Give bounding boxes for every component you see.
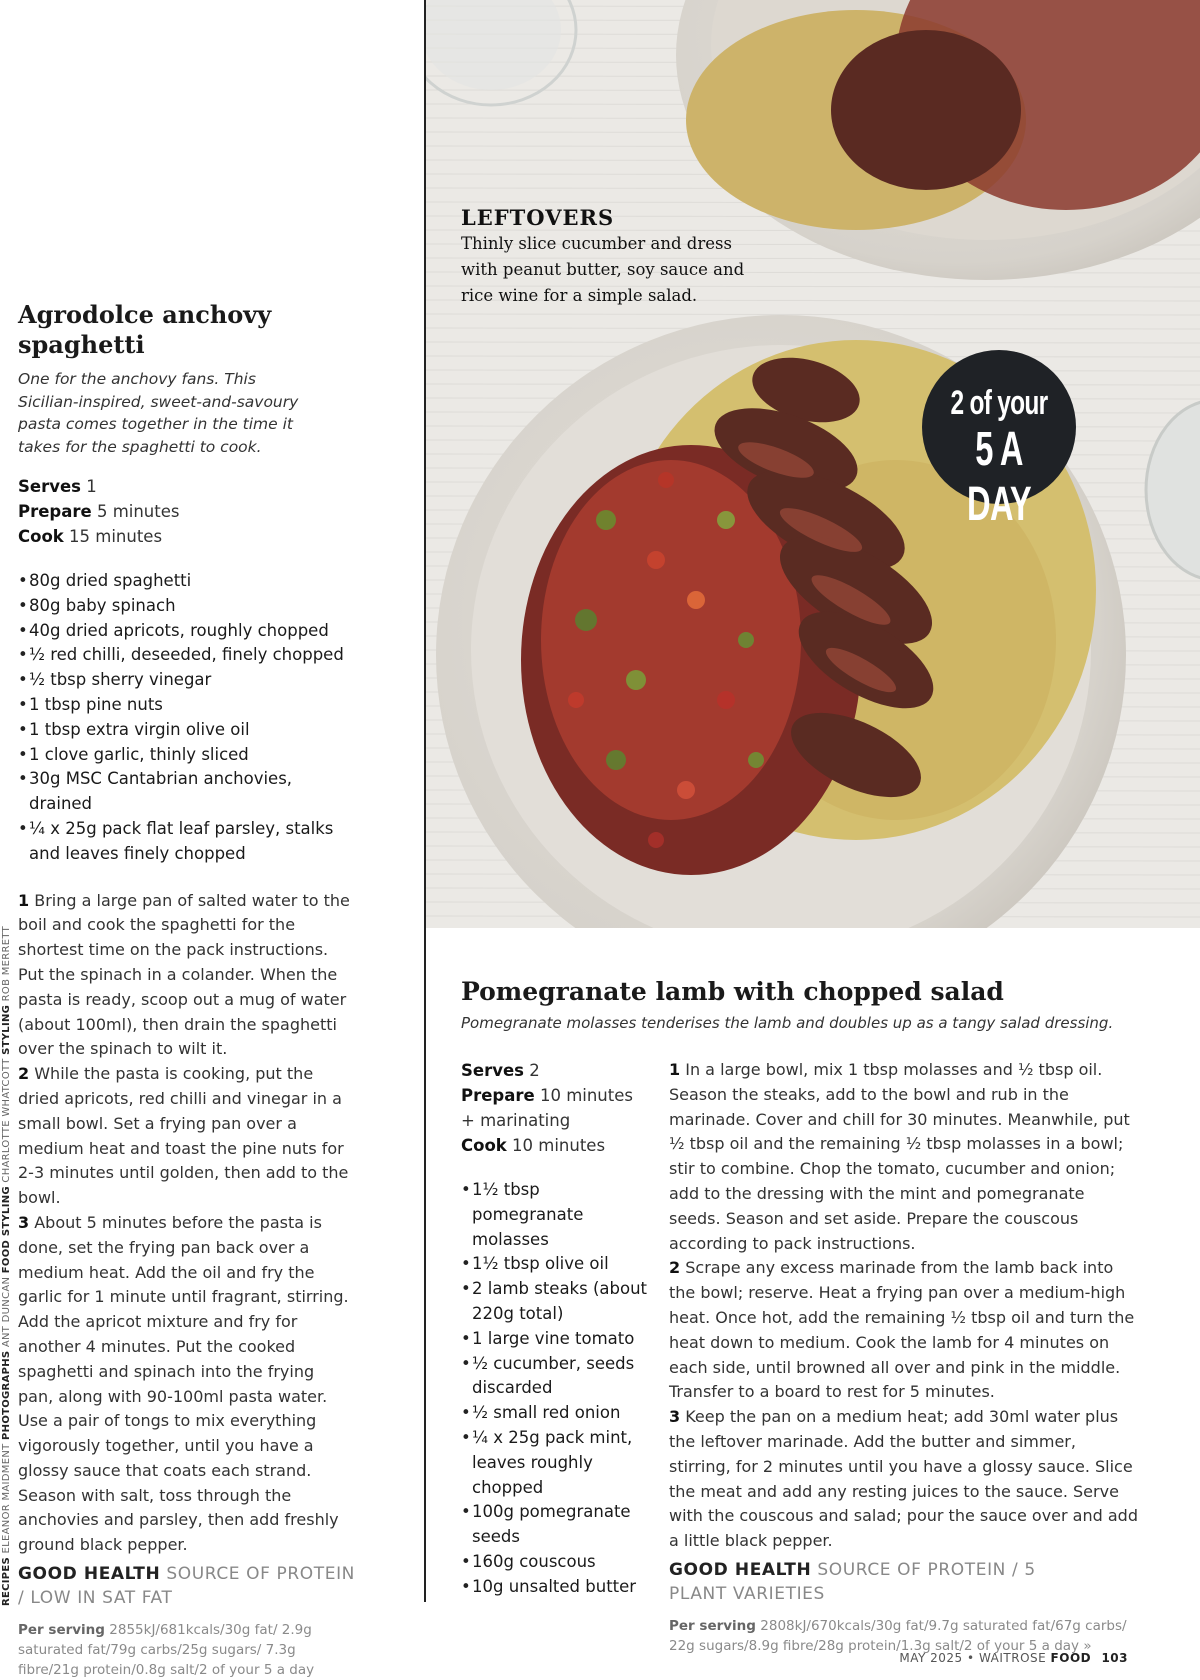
recipe1-intro: One for the anchovy fans. This Sicilian-inspired, sweet-and-savoury pasta comes together in the time it takes for the spaghetti to cook. [18,370,299,456]
method-step: 1 In a large bowl, mix 1 tbsp molasses and ½ tbsp oil. Season the steaks, add to the bowl and rub in the marinade. Cover and chill for 30 minutes. Meanwhile, put ½ tbsp oil and the remaining ½ tbsp molasses in a bowl; stir to combine. Chop the tomato, cucumber and onion; add to the dressing with the mint and pomegranate seeds. Season and set aside. Prepare the couscous according to pack instructions. [669,1060,1130,1253]
ingredient-item: • 1½ tbsp olive oil [461,1252,651,1277]
recipe2-serves: Serves 2 [461,1061,540,1080]
leftovers-text: Thinly slice cucumber and dress with peanut butter, soy sauce and rice wine for a simple salad. [461,234,745,305]
recipe1-ingredients [18,569,358,867]
leftovers-title: LEFTOVERS [461,205,615,230]
five-a-day-badge [922,350,1076,531]
ingredient-item: • 10g unsalted butter [461,1575,651,1600]
recipe2-good-health: GOOD HEALTH SOURCE OF PROTEIN / 5 PLANT VARIETIES [669,1559,1036,1604]
ingredient-item: • 1½ tbsp pomegranate molasses [461,1178,651,1252]
recipe2-left-column [461,1058,651,1600]
recipe1-prepare: Prepare 5 minutes [18,502,180,521]
ingredient-item: • ½ red chilli, deseeded, finely chopped [18,643,358,668]
recipe2-intro: Pomegranate molasses tenderises the lamb and doubles up as a tangy salad dressing. [461,1014,1114,1032]
recipe1-meta [18,474,358,549]
ingredient-item: • ¼ x 25g pack flat leaf parsley, stalks and leaves finely chopped [18,817,358,867]
method-step: 3 Keep the pan on a medium heat; add 30ml water plus the leftover marinade. Add the butter and simmer, stirring, for 2 minutes until you have a glossy sauce. Slice the meat and add any resting juices to the sauce. Serve with the couscous and salad; pour the sauce over and add a little black pepper. [669,1407,1138,1551]
ingredient-item: • 160g couscous [461,1550,651,1575]
ingredient-item: • ½ tbsp sherry vinegar [18,668,358,693]
recipe2-meta [461,1058,651,1158]
ingredient-item: • 30g MSC Cantabrian anchovies, drained [18,767,358,817]
recipe2-prepare: Prepare 10 minutes + marinating [461,1086,633,1130]
page-footer: MAY 2025 • WAITROSE FOOD 103 [899,1651,1128,1665]
ingredient-item: • ¼ x 25g pack mint, leaves roughly chopped [461,1426,651,1500]
recipe1-method [18,889,353,1559]
leftovers-box [461,205,761,309]
method-step: 1 Bring a large pan of salted water to the boil and cook the spaghetti for the shortest time on the pack instructions. Put the spinach in a colander. When the pasta is ready, scoop out a mug of water (about 100ml), then drain the spaghetti over the spinach to wilt it. [18,890,350,1059]
recipe2-cook: Cook 10 minutes [461,1136,606,1155]
ingredient-item: • 2 lamb steaks (about 220g total) [461,1277,651,1327]
badge-line1: 2 of your [950,384,1048,422]
ingredient-item: • 80g baby spinach [18,594,358,619]
recipe1-serves: Serves 1 [18,477,97,496]
ingredient-item: • ½ small red onion [461,1401,651,1426]
ingredient-item: • 1 large vine tomato [461,1327,651,1352]
method-step: 2 While the pasta is cooking, put the dried apricots, red chilli and vinegar in a small bowl. Set a frying pan over a medium heat and toast the pine nuts for 2-3 minutes until golden, then add to the bowl. [18,1064,349,1208]
page-number: 103 [1101,1651,1128,1665]
recipe2-nutrition: Per serving 2808kJ/670kcals/30g fat/9.7g saturated fat/67g carbs/ 22g sugars/8.9g fibre/28g protein/1.3g salt/2 of your 5 a day » [669,1617,1127,1654]
ingredient-item: • ½ cucumber, seeds discarded [461,1352,651,1402]
ingredient-item: • 1 tbsp extra virgin olive oil [18,718,358,743]
photo-credits: RECIPES ELEANOR MAIDMENT PHOTOGRAPHS ANT DUNCAN FOOD STYLING CHARLOTTE WHATCOTT STYLING ROB MERRETT [1,925,12,1606]
recipe1-nutrition: Per serving 2855kJ/681kcals/30g fat/ 2.9g saturated fat/79g carbs/25g sugars/ 7.3g fibre/21g protein/0.8g salt/2 of your 5 a day [18,1622,315,1679]
recipe1-column [18,300,358,1680]
method-step: 3 About 5 minutes before the pasta is done, set the frying pan back over a medium heat. Add the oil and fry the garlic for 1 minute until fragrant, stirring. Add the apricot mixture and fry for another 4 minutes. Put the cooked spaghetti and spinach into the frying pan, along with 90-100ml pasta water. Use a pair of tongs to mix everything vigorously together, until you have a glossy sauce that coats each strand. Season with salt, toss through the anchovies and parsley, then add freshly ground black pepper. [18,1212,349,1555]
recipe2-ingredients [461,1178,651,1600]
ingredient-item: • 1 clove garlic, thinly sliced [18,743,358,768]
issue-date: MAY 2025 [899,1651,963,1665]
food-photo [426,0,1200,928]
ingredient-item: • 100g pomegranate seeds [461,1500,651,1550]
ingredient-item: • 80g dried spaghetti [18,569,358,594]
ingredient-item: • 40g dried apricots, roughly chopped [18,619,358,644]
recipe1-title: Agrodolce anchovy spaghetti [18,300,272,359]
recipe2-method [669,1058,1139,1554]
magazine-name: WAITROSE [978,1651,1047,1665]
recipe1-cook: Cook 15 minutes [18,527,163,546]
badge-line2: 5 A DAY [967,423,1031,531]
recipe1-good-health: GOOD HEALTH SOURCE OF PROTEIN / LOW IN SAT FAT [18,1564,356,1609]
recipe2-method-column [669,1058,1139,1656]
recipe2-title: Pomegranate lamb with chopped salad [461,977,1004,1006]
method-step: 2 Scrape any excess marinade from the lamb back into the bowl; reserve. Heat a frying pan over a medium-high heat. Once hot, add the remaining ½ tbsp oil and turn the heat down to medium. Cook the lamb for 4 minutes on each side, until browned all over and pink in the middle. Transfer to a board to rest for 5 minutes. [669,1258,1135,1402]
ingredient-item: • 1 tbsp pine nuts [18,693,358,718]
